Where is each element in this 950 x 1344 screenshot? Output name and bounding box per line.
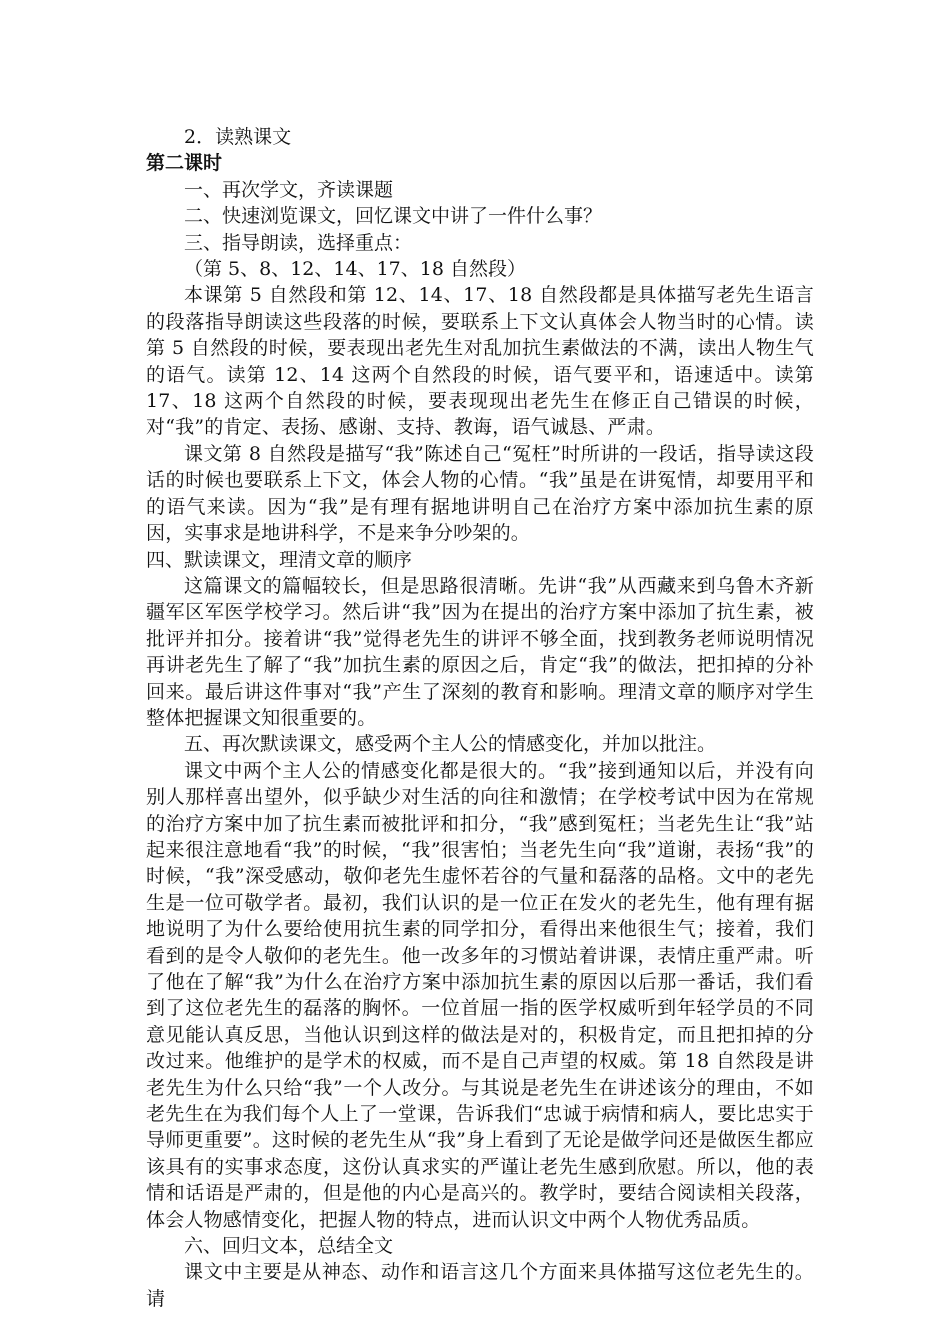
lesson-heading: 第二课时 (146, 152, 223, 175)
step-three-note: （第 5、8、12、14、17、18 自然段） (184, 258, 526, 281)
paragraph-reading-guidance: 本课第 5 自然段和第 12、14、17、18 自然段都是具体描写老先生语言的段落指导朗读这些段落的时候，要联系上下文认真体会人物当时的心情。读第 5 自然段的时候，要表现出老先生对乱加抗生素做法的不满，读出人物生气的语气。读第 12、14 这两个自然段的时候，语气要平和，语速适中。读第 17、18 这两个自然段的时候，要表现现出老先生在修正自己错误的时候，对“我”的肯定、表扬、感谢、支持、教诲，语气诚恳、严肃。 (146, 284, 814, 439)
paragraph-emotion-change: 课文中两个主人公的情感变化都是很大的。“我”接到通知以后，并没有向别人那样喜出望外，似乎缺少对生活的向往和激情；在学校考试中因为在常规的治疗方案中加了抗生素而被批评和扣分，“我”感到冤枉；当老先生让“我”站起来很注意地看“我”的时候，“我”很害怕；当老先生向“我”道谢，表扬“我”的时候，“我”深受感动，敬仰老先生虚怀若谷的气量和磊落的品格。文中的老先生是一位可敬学者。最初，我们认识的是一位正在发火的老先生，他有理有据地说明了为什么要给使用抗生素的同学扣分，看得出来他很生气；接着，我们看到的是令人敬仰的老先生。他一改多年的习惯站着讲课，表情庄重严肃。听了他在了解“我”为什么在治疗方案中添加抗生素的原因以后那一番话，我们看到了这位老先生的磊落的胸怀。一位首屈一指的医学权威听到年轻学员的不同意见能认真反思，当他认识到这样的做法是对的，积极肯定，而且把扣掉的分改过来。他维护的是学术的权威，而不是自己声望的权威。第 18 自然段是讲老先生为什么只给“我”一个人改分。与其说是老先生在讲述该分的理由，不如老先生在为我们每个人上了一堂课，告诉我们“忠诚于病情和病人，要比忠实于导师更重要”。这时候的老先生从“我”身上看到了无论是做学问还是做医生都应该具有的实事求态度，这份认真求实的严谨让老先生感到欣慰。所以，他的表情和话语是严肃的，但是他的内心是高兴的。教学时，要结合阅读相关段落，体会人物感情变化，把握人物的特点，进而认识文中两个人物优秀品质。 (146, 759, 814, 1231)
step-one: 一、再次学文，齐读课题 (184, 178, 394, 201)
paragraph-summary: 课文中主要是从神态、动作和语言这几个方面来具体描写这位老先生的。请 (146, 1261, 814, 1310)
step-four: 四、默读课文，理清文章的顺序 (146, 548, 413, 571)
step-five: 五、再次默读课文，感受两个主人公的情感变化，并加以批注。 (184, 733, 717, 756)
document-body (146, 124, 814, 1312)
item-read-text: 2．读熟课文 (184, 126, 292, 148)
paragraph-section-eight: 课文第 8 自然段是描写“我”陈述自己“冤枉”时所讲的一段话，指导读这段话的时候也要联系上下文，体会人物的心情。“我”虽是在讲冤情，却要用平和的语气来读。因为“我”是有理有据地讲明自己在治疗方案中添加抗生素的原因，实事求是地讲科学，不是来争分吵架的。 (146, 442, 814, 545)
step-six: 六、回归文本，总结全文 (184, 1235, 394, 1258)
step-three: 三、指导朗读，选择重点： (184, 231, 413, 254)
paragraph-text-order: 这篇课文的篇幅较长，但是思路很清晰。先讲“我”从西藏来到乌鲁木齐新疆军区军医学校学习。然后讲“我”因为在提出的治疗方案中添加了抗生素，被批评并扣分。接着讲“我”觉得老先生的讲评不够全面，找到教务老师说明情况再讲老先生了解了“我”加抗生素的原因之后，肯定“我”的做法，把扣掉的分补回来。最后讲这件事对“我”产生了深刻的教育和影响。理清文章的顺序对学生整体把握课文知很重要的。 (146, 574, 814, 729)
step-two: 二、快速浏览课文，回忆课文中讲了一件什么事？ (184, 205, 603, 228)
